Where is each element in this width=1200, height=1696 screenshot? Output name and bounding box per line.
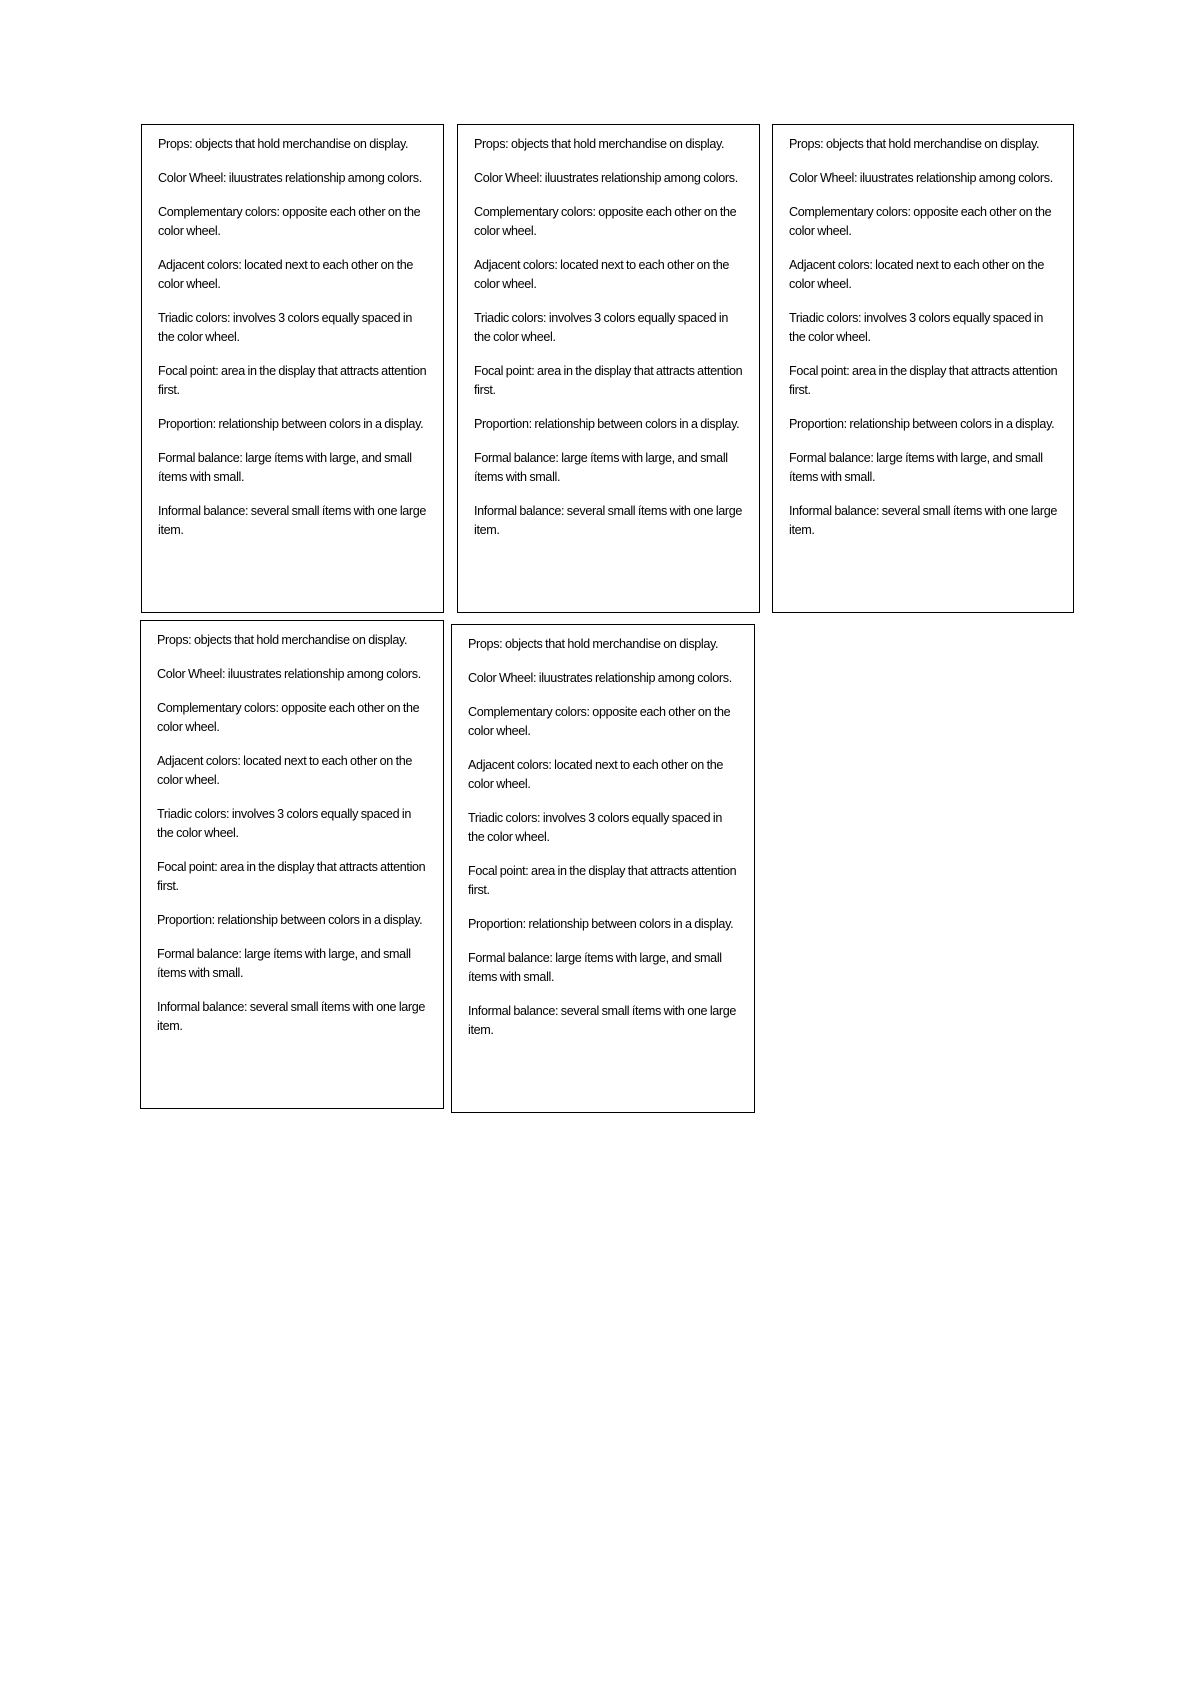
definition-term: Adjacent colors:	[474, 258, 558, 272]
definition-term: Props:	[789, 137, 824, 151]
definition-text: opposite each other on the color wheel.	[157, 701, 420, 734]
definition-term: Color Wheel:	[789, 171, 858, 185]
definition-text: several small ítems with one large item.	[157, 1000, 426, 1033]
definition-term: Triadic colors:	[468, 811, 541, 825]
definition-entry	[789, 449, 1059, 487]
definition-term: Props:	[468, 637, 503, 651]
definition-entry	[157, 805, 429, 843]
definition-term: Proportion:	[157, 913, 215, 927]
definition-term: Triadic colors:	[474, 311, 547, 325]
definition-term: Adjacent colors:	[789, 258, 873, 272]
definition-entry	[158, 169, 429, 188]
definition-term: Formal balance:	[157, 947, 242, 961]
definition-entry	[474, 203, 745, 241]
definition-term: Triadic colors:	[158, 311, 231, 325]
definition-text: several small ítems with one large item.	[474, 504, 743, 537]
definition-text: large ítems with large, and small ítems with small.	[789, 451, 1043, 484]
definition-entry	[474, 256, 745, 294]
definition-entry	[789, 362, 1059, 400]
definition-term: Triadic colors:	[789, 311, 862, 325]
definition-term: Complementary colors:	[157, 701, 279, 715]
definition-text: large ítems with large, and small ítems with small.	[158, 451, 412, 484]
definition-text: located next to each other on the color wheel.	[474, 258, 730, 291]
definition-text: large ítems with large, and small ítems with small.	[468, 951, 722, 984]
definition-term: Informal balance:	[474, 504, 565, 518]
definition-entry	[158, 256, 429, 294]
definition-text: large ítems with large, and small ítems with small.	[157, 947, 411, 980]
definition-entry	[474, 309, 745, 347]
definition-text: area in the display that attracts attention first.	[157, 860, 426, 893]
definition-term: Color Wheel:	[468, 671, 537, 685]
definition-entry	[158, 415, 429, 434]
definition-entry	[468, 809, 740, 847]
definition-text: opposite each other on the color wheel.	[158, 205, 421, 238]
definition-text: area in the display that attracts attention first.	[468, 864, 737, 897]
definition-text: objects that hold merchandise on display.	[508, 137, 725, 151]
definition-term: Triadic colors:	[157, 807, 230, 821]
definition-term: Adjacent colors:	[158, 258, 242, 272]
definition-text: iluustrates relationship among colors.	[857, 171, 1053, 185]
definition-term: Adjacent colors:	[468, 758, 552, 772]
definition-term: Proportion:	[468, 917, 526, 931]
definition-text: opposite each other on the color wheel.	[474, 205, 737, 238]
definition-text: iluustrates relationship among colors.	[536, 671, 732, 685]
definition-term: Color Wheel:	[474, 171, 543, 185]
definition-text: iluustrates relationship among colors.	[225, 667, 421, 681]
definition-text: objects that hold merchandise on display.	[823, 137, 1040, 151]
definition-term: Color Wheel:	[158, 171, 227, 185]
definition-term: Focal point:	[474, 364, 535, 378]
definition-entry	[468, 1002, 740, 1040]
definition-term: Props:	[474, 137, 509, 151]
definition-text: area in the display that attracts attention first.	[789, 364, 1058, 397]
definition-term: Proportion:	[474, 417, 532, 431]
definition-text: relationship between colors in a display.	[214, 913, 423, 927]
definition-term: Formal balance:	[158, 451, 243, 465]
definition-entry	[468, 703, 740, 741]
definition-entry	[789, 309, 1059, 347]
definition-term: Props:	[157, 633, 192, 647]
definition-text: relationship between colors in a display.	[846, 417, 1055, 431]
definition-term: Formal balance:	[468, 951, 553, 965]
definition-text: opposite each other on the color wheel.	[468, 705, 731, 738]
definition-text: iluustrates relationship among colors.	[542, 171, 738, 185]
definition-term: Informal balance:	[789, 504, 880, 518]
definition-text: relationship between colors in a display.	[525, 917, 734, 931]
definition-term: Props:	[158, 137, 193, 151]
flashcard	[772, 124, 1074, 613]
definition-entry	[789, 135, 1059, 154]
definition-entry	[157, 665, 429, 684]
definition-entry	[789, 502, 1059, 540]
definition-text: area in the display that attracts attention first.	[474, 364, 743, 397]
definition-entry	[474, 449, 745, 487]
definition-text: located next to each other on the color wheel.	[789, 258, 1045, 291]
definition-term: Complementary colors:	[789, 205, 911, 219]
definition-entry	[468, 669, 740, 688]
definition-entry	[468, 915, 740, 934]
definition-entry	[157, 911, 429, 930]
definition-term: Focal point:	[468, 864, 529, 878]
definition-text: involves 3 colors equally spaced in the color wheel.	[468, 811, 722, 844]
definition-entry	[157, 699, 429, 737]
definition-term: Complementary colors:	[468, 705, 590, 719]
definition-entry	[474, 135, 745, 154]
definition-text: several small ítems with one large item.	[468, 1004, 737, 1037]
definition-entry	[158, 449, 429, 487]
definition-text: involves 3 colors equally spaced in the color wheel.	[157, 807, 411, 840]
definition-term: Complementary colors:	[474, 205, 596, 219]
definition-entry	[789, 415, 1059, 434]
definition-text: located next to each other on the color wheel.	[157, 754, 413, 787]
definition-entry	[468, 862, 740, 900]
definition-entry	[789, 203, 1059, 241]
flashcard	[451, 624, 755, 1113]
definition-text: located next to each other on the color wheel.	[468, 758, 724, 791]
definition-entry	[157, 858, 429, 896]
definition-entry	[157, 752, 429, 790]
definition-text: several small ítems with one large item.	[158, 504, 427, 537]
definition-entry	[474, 362, 745, 400]
definition-entry	[474, 169, 745, 188]
flashcard	[457, 124, 760, 613]
definition-term: Informal balance:	[158, 504, 249, 518]
definition-term: Color Wheel:	[157, 667, 226, 681]
definition-term: Focal point:	[158, 364, 219, 378]
definition-text: involves 3 colors equally spaced in the color wheel.	[474, 311, 728, 344]
definition-text: several small ítems with one large item.	[789, 504, 1058, 537]
definition-term: Focal point:	[157, 860, 218, 874]
definition-entry	[158, 362, 429, 400]
definition-entry	[789, 256, 1059, 294]
definition-entry	[468, 635, 740, 654]
definition-text: relationship between colors in a display.	[531, 417, 740, 431]
flashcard	[141, 124, 444, 613]
definition-text: objects that hold merchandise on display.	[192, 137, 409, 151]
definition-term: Formal balance:	[789, 451, 874, 465]
flashcard	[140, 620, 444, 1109]
definition-term: Proportion:	[789, 417, 847, 431]
definition-text: iluustrates relationship among colors.	[226, 171, 422, 185]
definition-term: Focal point:	[789, 364, 850, 378]
definition-entry	[157, 631, 429, 650]
definition-entry	[474, 415, 745, 434]
definition-text: relationship between colors in a display.	[215, 417, 424, 431]
definition-entry	[468, 949, 740, 987]
definition-term: Informal balance:	[157, 1000, 248, 1014]
definition-text: opposite each other on the color wheel.	[789, 205, 1052, 238]
definition-entry	[474, 502, 745, 540]
definition-term: Proportion:	[158, 417, 216, 431]
definition-entry	[158, 502, 429, 540]
definition-entry	[157, 998, 429, 1036]
definition-term: Adjacent colors:	[157, 754, 241, 768]
definition-text: objects that hold merchandise on display.	[191, 633, 408, 647]
definition-entry	[158, 309, 429, 347]
definition-text: objects that hold merchandise on display.	[502, 637, 719, 651]
definition-entry	[158, 135, 429, 154]
definition-entry	[157, 945, 429, 983]
definition-text: large ítems with large, and small ítems with small.	[474, 451, 728, 484]
definition-text: involves 3 colors equally spaced in the color wheel.	[789, 311, 1043, 344]
definition-term: Complementary colors:	[158, 205, 280, 219]
definition-entry	[789, 169, 1059, 188]
definition-term: Formal balance:	[474, 451, 559, 465]
definition-entry	[468, 756, 740, 794]
definition-entry	[158, 203, 429, 241]
definition-text: located next to each other on the color wheel.	[158, 258, 414, 291]
definition-text: involves 3 colors equally spaced in the color wheel.	[158, 311, 412, 344]
definition-text: area in the display that attracts attention first.	[158, 364, 427, 397]
definition-term: Informal balance:	[468, 1004, 559, 1018]
